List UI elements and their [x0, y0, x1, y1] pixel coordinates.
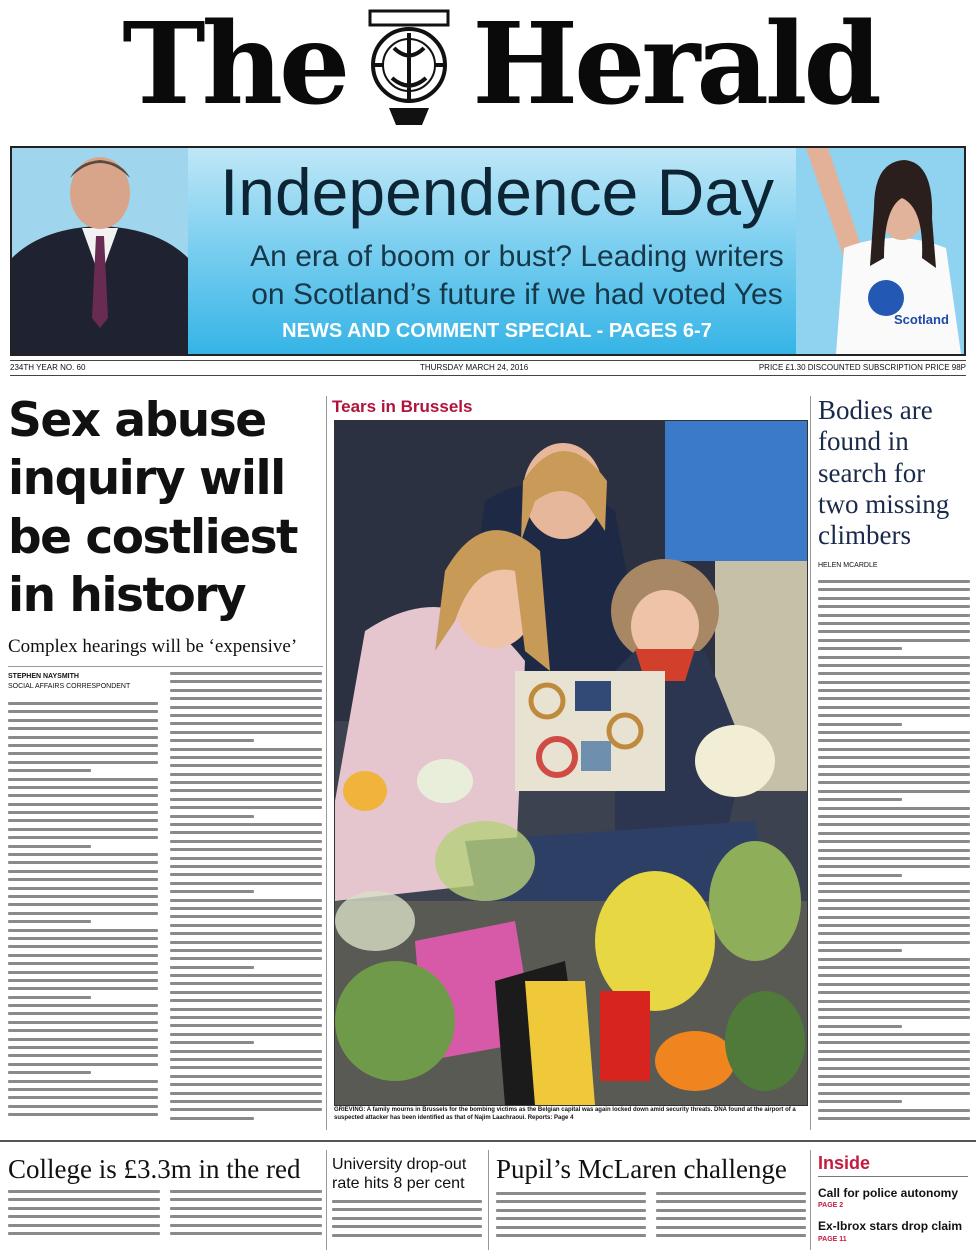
- body-text-line: [170, 1108, 322, 1111]
- body-text-line: [170, 714, 322, 717]
- body-text-line: [332, 1208, 482, 1211]
- body-text-line: [818, 1025, 902, 1028]
- body-text-line: [332, 1217, 482, 1220]
- body-text-line: [170, 781, 322, 784]
- body-text-line: [818, 656, 970, 659]
- body-text-line: [170, 815, 254, 818]
- body-text-line: [8, 870, 158, 873]
- body-text-line: [818, 605, 970, 608]
- body-text-line: [818, 907, 970, 910]
- body-text-line: [170, 974, 322, 977]
- body-text-line: [818, 1092, 970, 1095]
- body-text-line: [496, 1234, 646, 1237]
- body-text-line: [170, 697, 322, 700]
- body-text-line: [170, 722, 322, 725]
- body-text-line: [170, 999, 322, 1002]
- body-text-line: [170, 982, 322, 985]
- masthead-word-the: The: [122, 0, 347, 130]
- body-text-line: [8, 819, 158, 822]
- body-text-line: [8, 1198, 160, 1201]
- body-text-line: [818, 966, 970, 969]
- body-text-line: [8, 702, 158, 705]
- body-text-line: [8, 1207, 160, 1210]
- body-text-line: [8, 912, 158, 915]
- body-text-line: [170, 865, 322, 868]
- body-text-line: [170, 924, 322, 927]
- body-text-line: [818, 706, 970, 709]
- body-text-line: [8, 878, 158, 881]
- body-text-line: [8, 954, 158, 957]
- bottom-rule-2: [488, 1150, 489, 1250]
- bottom-story-university[interactable]: University drop-out rate hits 8 per cent: [332, 1156, 467, 1193]
- body-text-line: [170, 1041, 254, 1044]
- body-text-line: [170, 1016, 322, 1019]
- body-text-line: [8, 811, 158, 814]
- body-text-line: [8, 979, 158, 982]
- body-text-line: [170, 789, 322, 792]
- body-text-line: [170, 764, 322, 767]
- column-rule-right: [810, 396, 811, 1130]
- body-text-line: [818, 924, 970, 927]
- body-text-line: [8, 769, 91, 772]
- body-text-line: [818, 781, 970, 784]
- lead-body-column-2: [170, 672, 322, 1130]
- body-text-line: [170, 739, 254, 742]
- body-text-line: [818, 1000, 970, 1003]
- body-text-line: [818, 639, 970, 642]
- masthead-title: [120, 0, 880, 130]
- body-text-line: [170, 1008, 322, 1011]
- body-text-line: [818, 958, 970, 961]
- body-text-line: [818, 597, 970, 600]
- dateline-year: 234TH YEAR NO. 60: [10, 363, 86, 372]
- body-text-line: [818, 1050, 970, 1053]
- body-text-line: [8, 761, 158, 764]
- body-text-line: [818, 916, 970, 919]
- body-text-line: [170, 966, 254, 969]
- body-text-line: [818, 756, 970, 759]
- body-text-line: [170, 907, 322, 910]
- bottom-rule-1: [326, 1150, 327, 1250]
- bottom-story-mclaren[interactable]: Pupil’s McLaren challenge: [496, 1154, 787, 1184]
- body-text-line: [332, 1225, 482, 1228]
- bottom-story-mclaren-body-2: [656, 1192, 806, 1248]
- body-text-line: [8, 836, 158, 839]
- body-text-line: [170, 1100, 322, 1103]
- body-text-line: [818, 1100, 902, 1103]
- body-text-line: [8, 1046, 158, 1049]
- body-text-line: [170, 915, 322, 918]
- bottom-story-mclaren-body-1: [496, 1192, 646, 1248]
- body-text-line: [170, 857, 322, 860]
- banner-subtitle: [197, 238, 837, 313]
- body-text-line: [818, 857, 970, 860]
- body-text-line: [818, 614, 970, 617]
- bottom-rule-3: [810, 1150, 811, 1250]
- body-text-line: [818, 697, 970, 700]
- body-text-line: [8, 1063, 158, 1066]
- body-text-line: [8, 920, 91, 923]
- body-text-line: [170, 1075, 322, 1078]
- body-text-line: [170, 1092, 322, 1095]
- body-text-line: [496, 1217, 646, 1220]
- body-text-line: [8, 861, 158, 864]
- supporter-photo: [796, 148, 966, 354]
- bottom-rule: [0, 1140, 976, 1142]
- body-text-line: [818, 714, 970, 717]
- body-text-line: [818, 932, 970, 935]
- lead-subhead: Complex hearings will be ‘expensive’: [8, 636, 323, 667]
- body-text-line: [8, 895, 158, 898]
- body-text-line: [170, 756, 322, 759]
- body-text-line: [496, 1226, 646, 1229]
- body-text-line: [8, 1088, 158, 1091]
- right-story-byline: HELEN MCARDLE: [818, 562, 878, 569]
- body-text-line: [8, 803, 158, 806]
- body-text-line: [8, 971, 158, 974]
- body-text-line: [818, 882, 970, 885]
- body-text-line: [8, 1071, 91, 1074]
- body-text-line: [8, 1038, 158, 1041]
- body-text-line: [818, 991, 970, 994]
- body-text-line: [8, 853, 158, 856]
- body-text-line: [8, 1224, 160, 1227]
- body-text-line: [818, 941, 970, 944]
- body-text-line: [8, 1096, 158, 1099]
- body-text-line: [8, 1190, 160, 1193]
- bottom-story-college-body-1: [8, 1190, 160, 1248]
- body-text-line: [170, 1117, 254, 1120]
- body-text-line: [656, 1200, 806, 1203]
- body-text-line: [818, 840, 970, 843]
- body-text-line: [496, 1192, 646, 1195]
- body-text-line: [8, 752, 158, 755]
- body-text-line: [8, 937, 158, 940]
- dateline-bar: [10, 360, 966, 376]
- body-text-line: [8, 845, 91, 848]
- inside-label: Inside: [818, 1153, 871, 1173]
- body-text-line: [818, 807, 970, 810]
- body-text-line: [8, 1054, 158, 1057]
- body-text-line: [818, 588, 970, 591]
- body-text-line: [170, 748, 322, 751]
- body-text-line: [170, 1033, 322, 1036]
- body-text-line: [818, 664, 970, 667]
- banner-subtitle-line2: on Scotland’s future if we had voted Yes: [251, 277, 783, 311]
- body-text-line: [8, 1215, 160, 1218]
- body-text-line: [170, 1066, 322, 1069]
- body-text-line: [818, 832, 970, 835]
- dateline-price: PRICE £1.30 DISCOUNTED SUBSCRIPTION PRICE 98P: [758, 363, 966, 372]
- bottom-story-college-body-2: [170, 1190, 322, 1248]
- body-text-line: [170, 949, 322, 952]
- body-text-line: [8, 887, 158, 890]
- bottom-story-university-body: [332, 1200, 482, 1248]
- body-text-line: [818, 765, 970, 768]
- body-text-line: [332, 1200, 482, 1203]
- inside-item-ibrox-page: PAGE 11: [818, 1236, 847, 1243]
- inside-item-police[interactable]: Call for police autonomy: [818, 1186, 959, 1200]
- body-text-line: [170, 798, 322, 801]
- body-text-line: [818, 1016, 970, 1019]
- masthead-word-herald: Herald: [472, 0, 878, 130]
- photo-caption: GRIEVING: A family mourns in Brussels for the bombing victims as the Belgian capital was again locked down amid security threats. DNA found at the airport of a suspected attacker has been identified as that of Najim Laachraoui. Reports: Page 4: [334, 1107, 796, 1121]
- body-text-line: [8, 1232, 160, 1235]
- right-story-headline[interactable]: Bodies are found in search for two missing climbers: [818, 395, 950, 551]
- body-text-line: [8, 962, 158, 965]
- body-text-line: [8, 929, 158, 932]
- body-text-line: [818, 798, 902, 801]
- banner-strip[interactable]: NEWS AND COMMENT SPECIAL - PAGES 6-7: [282, 320, 712, 342]
- lead-body-column-1: [8, 702, 158, 1130]
- body-text-line: [818, 790, 970, 793]
- body-text-line: [8, 945, 158, 948]
- body-text-line: [818, 865, 970, 868]
- body-text-line: [8, 778, 158, 781]
- body-text-line: [170, 823, 322, 826]
- body-text-line: [818, 899, 970, 902]
- body-text-line: [656, 1234, 806, 1237]
- body-text-line: [818, 748, 970, 751]
- body-text-line: [170, 941, 322, 944]
- body-text-line: [818, 815, 970, 818]
- column-rule-left: [326, 396, 327, 1130]
- body-text-line: [8, 996, 91, 999]
- body-text-line: [496, 1200, 646, 1203]
- body-text-line: [170, 890, 254, 893]
- tshirt-text: Scotland: [894, 312, 949, 327]
- body-text-line: [818, 773, 970, 776]
- masthead: [0, 0, 976, 140]
- body-text-line: [170, 831, 322, 834]
- herald-crest-icon: [364, 3, 454, 128]
- body-text-line: [818, 630, 970, 633]
- body-text-line: [170, 1232, 322, 1235]
- body-text-line: [8, 719, 158, 722]
- body-text-line: [818, 1075, 970, 1078]
- body-text-line: [170, 706, 322, 709]
- body-text-line: [496, 1209, 646, 1212]
- lead-byline-role: SOCIAL AFFAIRS CORRESPONDENT: [8, 683, 131, 690]
- body-text-line: [8, 1012, 158, 1015]
- banner-title: Independence Day: [219, 155, 775, 229]
- body-text-line: [170, 1058, 322, 1061]
- body-text-line: [170, 873, 322, 876]
- body-text-line: [818, 622, 970, 625]
- body-text-line: [170, 806, 322, 809]
- right-story-body: [818, 580, 970, 1130]
- body-text-line: [8, 736, 158, 739]
- body-text-line: [818, 1117, 970, 1120]
- body-text-line: [170, 1198, 322, 1201]
- body-text-line: [170, 957, 322, 960]
- body-text-line: [170, 1224, 322, 1227]
- body-text-line: [170, 1190, 322, 1193]
- body-text-line: [818, 1067, 970, 1070]
- body-text-line: [8, 794, 158, 797]
- body-text-line: [818, 1109, 970, 1112]
- body-text-line: [8, 1021, 158, 1024]
- brussels-mourners-photo[interactable]: [334, 420, 808, 1106]
- lead-byline-name: STEPHEN NAYSMITH: [8, 673, 79, 680]
- body-text-line: [8, 1113, 158, 1116]
- body-text-line: [170, 1207, 322, 1210]
- body-text-line: [170, 672, 322, 675]
- body-text-line: [818, 681, 970, 684]
- banner-subtitle-line1: An era of boom or bust? Leading writers: [250, 240, 784, 273]
- dateline-date: THURSDAY MARCH 24, 2016: [420, 363, 529, 372]
- body-text-line: [818, 647, 902, 650]
- bottom-story-college[interactable]: College is £3.3m in the red: [8, 1154, 301, 1184]
- body-text-line: [818, 1033, 970, 1036]
- body-text-line: [818, 974, 970, 977]
- body-text-line: [818, 672, 970, 675]
- body-text-line: [8, 828, 158, 831]
- body-text-line: [8, 786, 158, 789]
- photo-label: Tears in Brussels: [332, 397, 473, 416]
- body-text-line: [8, 744, 158, 747]
- body-text-line: [170, 1215, 322, 1218]
- body-text-line: [170, 882, 322, 885]
- body-text-line: [656, 1226, 806, 1229]
- body-text-line: [818, 739, 970, 742]
- body-text-line: [170, 1083, 322, 1086]
- body-text-line: [170, 773, 322, 776]
- body-text-line: [170, 680, 322, 683]
- body-text-line: [656, 1217, 806, 1220]
- body-text-line: [170, 689, 322, 692]
- body-text-line: [818, 874, 902, 877]
- body-text-line: [170, 840, 322, 843]
- body-text-line: [818, 1008, 970, 1011]
- body-text-line: [818, 890, 970, 893]
- body-text-line: [332, 1234, 482, 1237]
- lead-byline: [8, 672, 130, 692]
- body-text-line: [170, 731, 322, 734]
- inside-rule: [818, 1176, 968, 1177]
- body-text-line: [170, 1024, 322, 1027]
- body-text-line: [818, 723, 902, 726]
- body-text-line: [8, 710, 158, 713]
- body-text-line: [818, 1041, 970, 1044]
- body-text-line: [8, 1105, 158, 1108]
- body-text-line: [818, 1058, 970, 1061]
- body-text-line: [8, 987, 158, 990]
- inside-item-ibrox[interactable]: Ex-Ibrox stars drop claim: [818, 1219, 963, 1233]
- independence-day-banner[interactable]: [10, 146, 966, 356]
- body-text-line: [170, 1050, 322, 1053]
- lead-headline[interactable]: Sex abuse inquiry will be costliest in history: [8, 393, 298, 623]
- body-text-line: [170, 848, 322, 851]
- body-text-line: [170, 932, 322, 935]
- body-text-line: [818, 580, 970, 583]
- body-text-line: [818, 983, 970, 986]
- body-text-line: [170, 991, 322, 994]
- body-text-line: [818, 731, 970, 734]
- body-text-line: [818, 849, 970, 852]
- body-text-line: [656, 1209, 806, 1212]
- inside-item-police-page: PAGE 2: [818, 1202, 844, 1209]
- body-text-line: [818, 1083, 970, 1086]
- body-text-line: [8, 727, 158, 730]
- politician-photo: [12, 148, 188, 354]
- body-text-line: [656, 1192, 806, 1195]
- body-text-line: [818, 823, 970, 826]
- body-text-line: [818, 689, 970, 692]
- body-text-line: [8, 1004, 158, 1007]
- body-text-line: [8, 1080, 158, 1083]
- body-text-line: [170, 899, 322, 902]
- body-text-line: [8, 903, 158, 906]
- body-text-line: [818, 949, 902, 952]
- body-text-line: [8, 1029, 158, 1032]
